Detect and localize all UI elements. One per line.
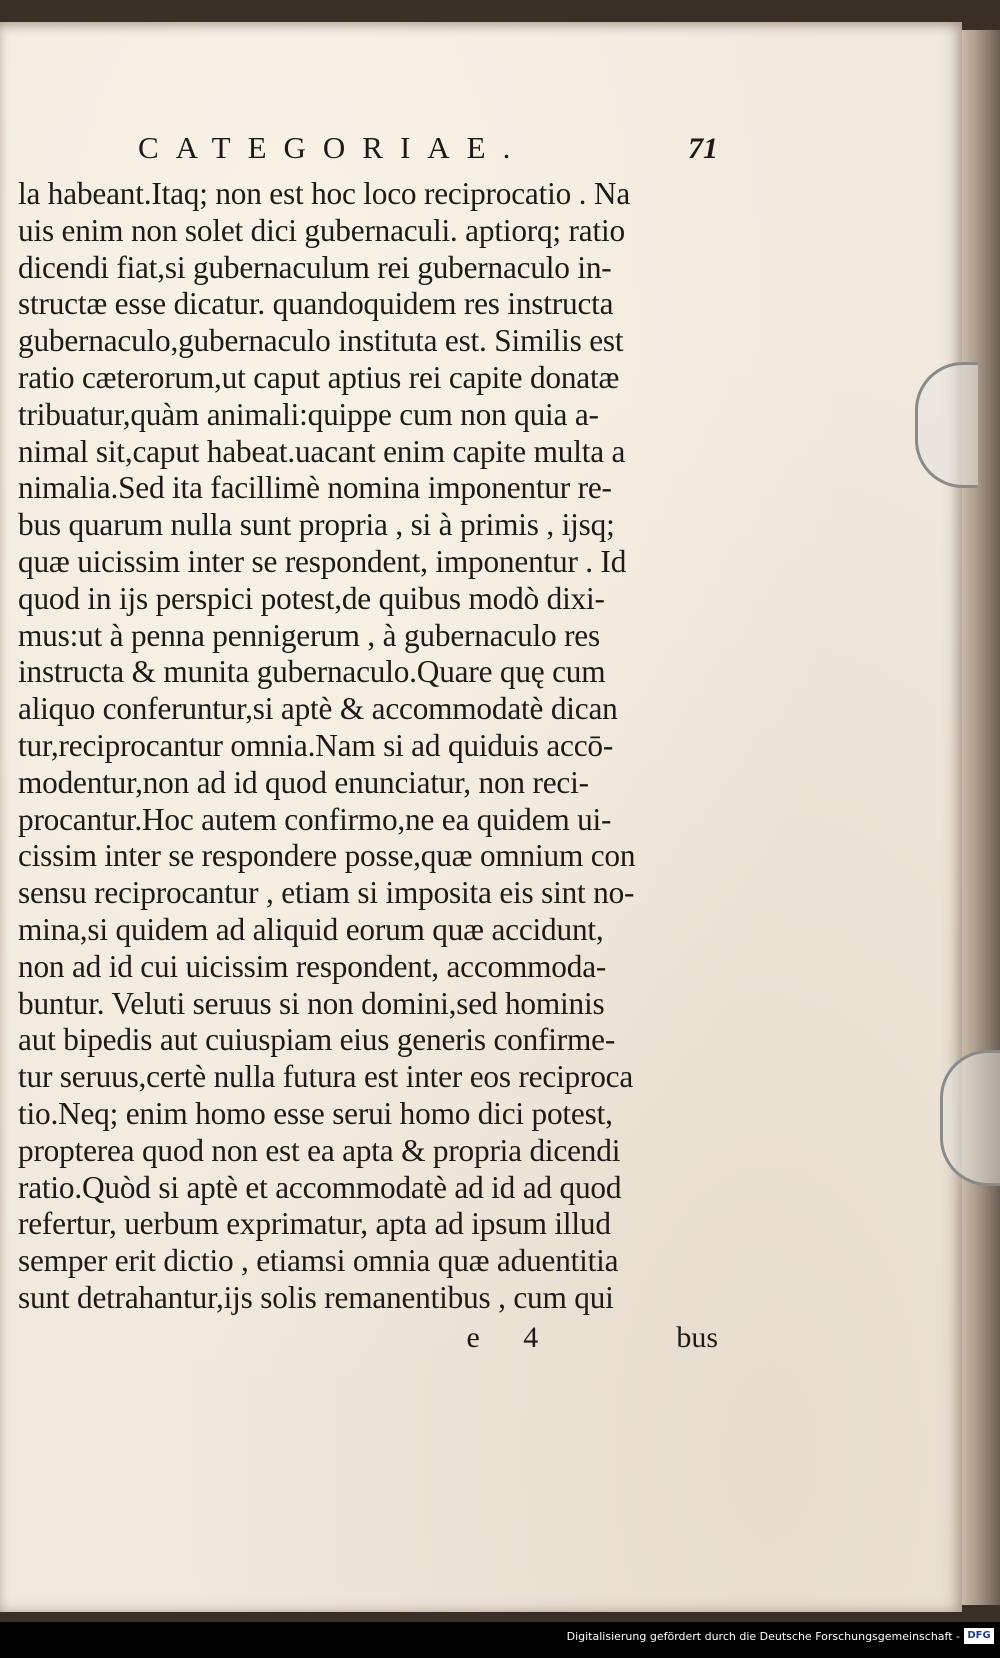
- text-line: uis enim non solet dici gubernaculi. aptiorq; ratio: [18, 212, 625, 248]
- text-line: aut bipedis aut cuiuspiam eius generis confirme-: [18, 1022, 616, 1058]
- text-line: dicendi fiat,si gubernaculum rei gubernaculo in-: [18, 249, 612, 285]
- text-line: procantur.Hoc autem confirmo,ne ea quidem ui-: [18, 801, 612, 837]
- text-line: nimalia.Sed ita facillimè nomina imponentur re-: [18, 470, 612, 506]
- text-line: tio.Neq; enim homo esse serui homo dici potest,: [18, 1095, 613, 1131]
- signature-mark: e 4: [466, 1320, 557, 1354]
- text-line: ratio cæterorum,ut caput aptius rei capite donatæ: [18, 359, 620, 395]
- text-line: modentur,non ad id quod enunciatur, non reci-: [18, 764, 589, 800]
- running-head: [18, 130, 718, 166]
- text-line: quod in ijs perspici potest,de quibus modò dixi-: [18, 580, 605, 616]
- text-line: gubernaculo,gubernaculo instituta est. Similis est: [18, 323, 624, 359]
- text-line: ratio.Quòd si aptè et accommodatè ad id ad quod: [18, 1169, 622, 1205]
- text-line: tribuatur,quàm animali:quippe cum non quia a-: [18, 396, 599, 432]
- page-footer: [18, 1321, 718, 1355]
- text-line: tur seruus,certè nulla futura est inter eos reciproca: [18, 1059, 634, 1095]
- folio-number: 71: [688, 132, 718, 165]
- text-line: propterea quod non est ea apta & propria dicendi: [18, 1132, 621, 1168]
- text-line: instructa & munita gubernaculo.Quare quę cum: [18, 654, 606, 690]
- catchword: bus: [676, 1320, 718, 1354]
- text-line: structæ esse dicatur. quandoquidem res instructa: [18, 286, 614, 322]
- page-edge: [962, 30, 1000, 1605]
- text-line: quæ uicissim inter se respondent, imponentur . Id: [18, 543, 627, 579]
- running-title: CATEGORIAE.: [138, 130, 528, 165]
- text-line: semper erit dictio , etiamsi omnia quæ aduentitia: [18, 1243, 619, 1279]
- text-line: cissim inter se respondere posse,quæ omnium con: [18, 838, 636, 874]
- text-line: non ad id cui uicissim respondent, accommoda-: [18, 948, 607, 984]
- text-line: refertur, uerbum exprimatur, apta ad ipsum illud: [18, 1206, 611, 1242]
- text-line: sensu reciprocantur , etiam si imposita eis sint no-: [18, 875, 635, 911]
- credit-bar: [0, 1622, 1000, 1658]
- text-line: mina,si quidem ad aliquid eorum quæ accidunt,: [18, 911, 604, 947]
- text-line: sunt detrahantur,ijs solis remanentibus , cum qui: [18, 1279, 614, 1315]
- page-tab-lower: [940, 1050, 1000, 1186]
- text-line: mus:ut à penna pennigerum , à gubernaculo res: [18, 617, 600, 653]
- credit-text: Digitalisierung gefördert durch die Deutsche Forschungsgemeinschaft -: [566, 1630, 960, 1643]
- text-block: [18, 130, 718, 1355]
- text-line: la habeant.Itaq; non est hoc loco reciprocatio . Na: [18, 176, 631, 211]
- text-line: nimal sit,caput habeat.uacant enim capite multa a: [18, 433, 626, 469]
- text-line: aliquo conferuntur,si aptè & accommodatè dican: [18, 691, 618, 727]
- page-tab-upper: [915, 362, 978, 488]
- body-text: [18, 176, 718, 1317]
- text-line: buntur. Veluti seruus si non domini,sed hominis: [18, 985, 605, 1021]
- dfg-logo: DFG: [964, 1628, 994, 1644]
- text-line: bus quarum nulla sunt propria , si à primis , ijsq;: [18, 507, 615, 543]
- text-line: tur,reciprocantur omnia.Nam si ad quiduis accō-: [18, 727, 614, 763]
